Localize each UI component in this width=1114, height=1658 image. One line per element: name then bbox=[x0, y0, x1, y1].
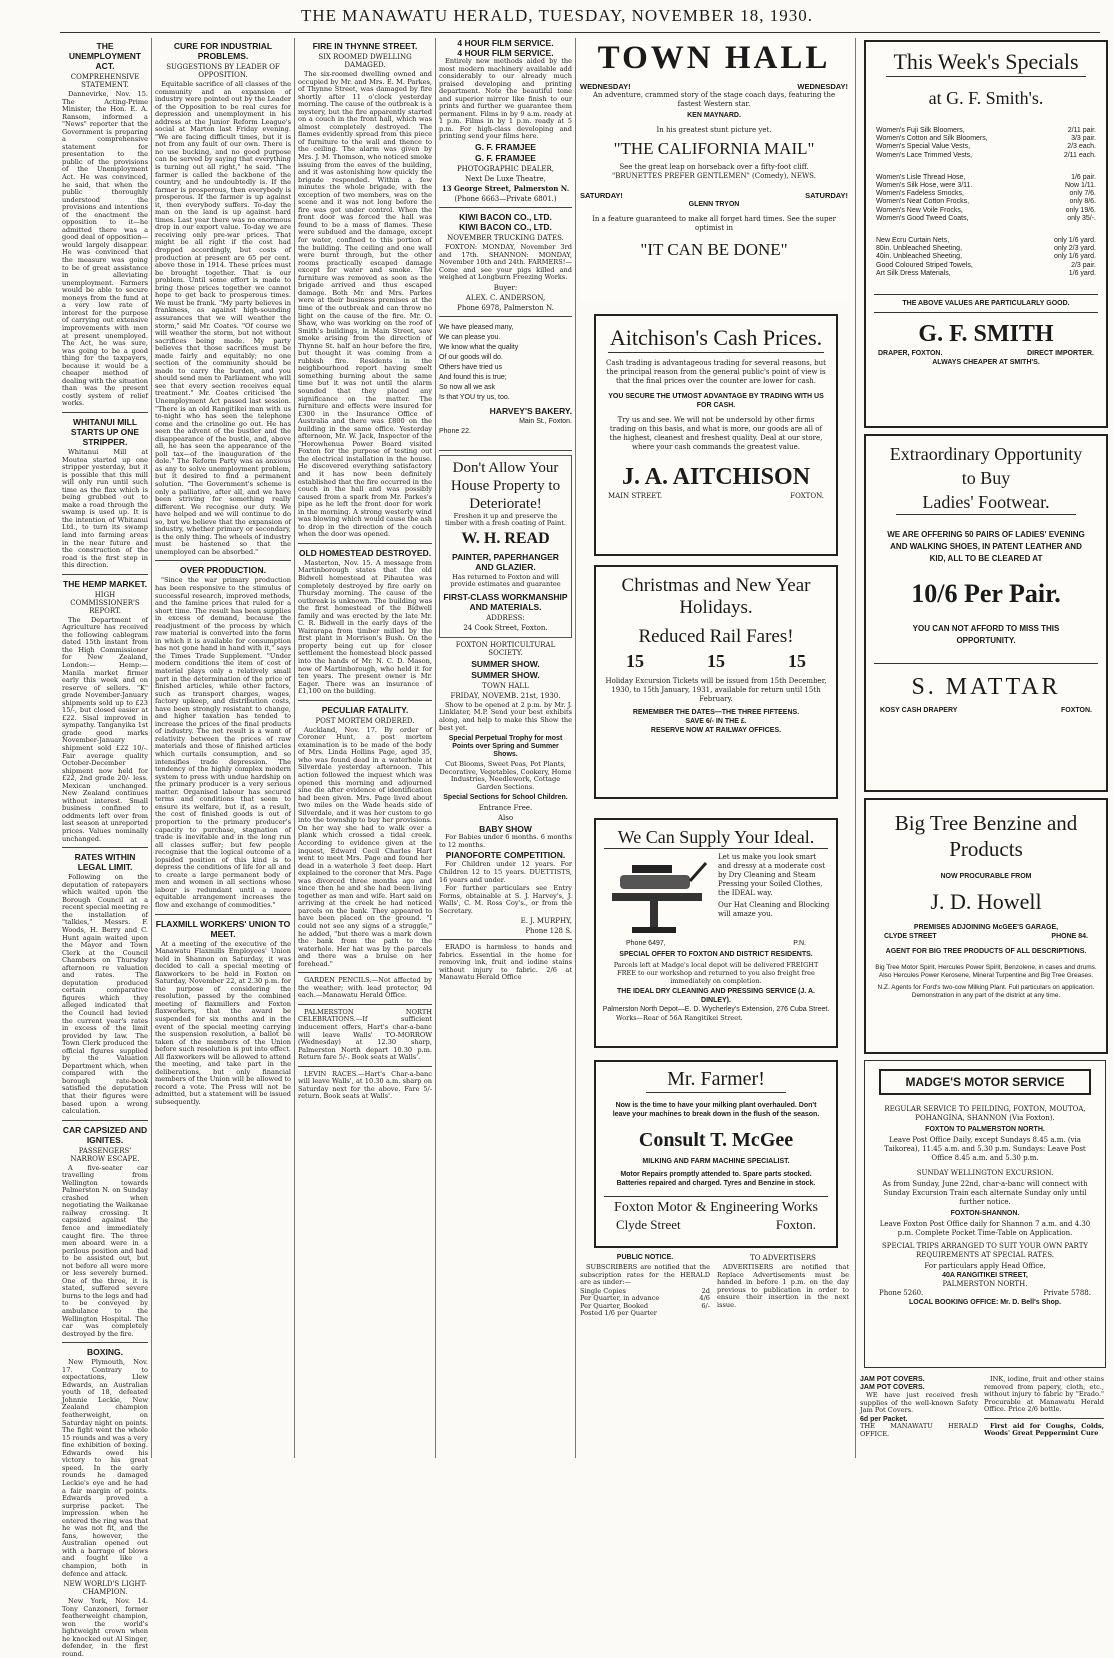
ad-text: Motor Repairs promptly attended to. Spare parts stocked. Batteries repaired and charged. Tyres and Benzine in stock. bbox=[616, 1171, 816, 1187]
madge-advertisement bbox=[864, 1060, 1106, 1368]
column-rule bbox=[294, 38, 295, 1458]
fare-number: 15 bbox=[707, 651, 725, 671]
ink-notice bbox=[984, 1376, 1104, 1462]
ad-title: This Week's Specials bbox=[886, 48, 1086, 77]
item-price: 4/6 bbox=[699, 1294, 710, 1303]
item-label: Per Quarter, in advance bbox=[580, 1294, 660, 1303]
advertiser-name: G. F. FRAMJEE bbox=[475, 153, 536, 164]
notice-text: WE have just received fresh supplies of the well-known Safety Jam Pot Covers. bbox=[860, 1391, 978, 1415]
item-label: Per Quarter, Booked bbox=[580, 1301, 649, 1310]
divider bbox=[298, 543, 432, 544]
ad-address: PREMISES ADJOINING McGEE'S GARAGE, bbox=[913, 924, 1059, 931]
column-4 bbox=[439, 38, 572, 1460]
column-2 bbox=[155, 38, 291, 1460]
verse-line: Is that YOU try us, too. bbox=[439, 393, 510, 401]
ad-phone: (Phone 6663—Private 6801.) bbox=[454, 195, 557, 204]
item-price: only 7/6. bbox=[1069, 190, 1096, 198]
ad-phone: Private 5788. bbox=[1043, 1289, 1091, 1297]
ad-text: Special Perpetual Trophy for most Points over Spring and Summer Shows. bbox=[448, 735, 563, 759]
advertiser-name: J. A. AITCHISON bbox=[621, 464, 811, 490]
ad-title: TOWN HALL bbox=[597, 40, 831, 76]
article-text: At a meeting of the executive of the Manawatu Flaxmills Employees' Union held in Shannon on Saturday, it was decided to call a special meeting of flaxworkers to be held in Foxton on Saturday, November 22, at 2.30 p.m. for the purpose of considering the resolution, passed by the combined meeting of flaxmillers and Foxton flaxworkers, that the award be suspended for six months and in the event of the special meeting carrying the suspension resolution, a ballot be taken of the members of the Union before such resolution is put into effect. All flaxworkers will be allowed to attend the meeting, and take part in the deliberations, but only financial members of the Union will be allowed to record a vote. The Press will not be admitted, but a statement will be issued subsequently. bbox=[155, 939, 291, 1106]
ad-text: Cut Blooms, Sweet Peas, Pot Plants, Decorative, Vegetables, Cookery, Home Industries, Needlework, Cottage Garden Sections. bbox=[439, 760, 572, 791]
price-row bbox=[876, 262, 1096, 270]
price-row bbox=[876, 135, 1096, 143]
ad-text: AGENT FOR BIG TREE PRODUCTS OF ALL DESCRIPTIONS. bbox=[885, 948, 1087, 955]
article-text: New York, Nov. 14. Tony Canzoneri, former featherweight champion, won the world's lightweight crown when he knocked out Al Singer, defender, in the first round. bbox=[62, 1597, 148, 1658]
item-label: Posted 1/6 per Quarter bbox=[580, 1309, 657, 1318]
ad-title: to Buy bbox=[961, 468, 1011, 488]
ad-title: at G. F. Smith's. bbox=[928, 88, 1044, 108]
price-row bbox=[876, 182, 1096, 190]
headline: TO ADVERTISERS bbox=[750, 1254, 816, 1262]
ad-text: Also bbox=[497, 814, 514, 823]
subheading: NEW WORLD'S LIGHT-CHAMPION. bbox=[63, 1580, 147, 1597]
headline: PECULIAR FATALITY. bbox=[321, 704, 409, 715]
item-label: Good Coloured Striped Towels, bbox=[876, 261, 973, 269]
headline: FOXTON HORTICULTURAL SOCIETY. bbox=[455, 640, 556, 657]
ad-title: Extraordinary Opportunity bbox=[889, 444, 1083, 464]
advertisers-notice bbox=[717, 1252, 849, 1457]
headline: SUMMER SHOW. bbox=[471, 658, 540, 669]
ad-text: In a feature guaranteed to make all forget hard times. See the super optimist in bbox=[592, 215, 836, 232]
item-label: New Ecru Curtain Nets, bbox=[876, 237, 950, 245]
ad-address: CLYDE STREET bbox=[884, 933, 937, 940]
classified-notice: LEVIN RACES.—Hart's Char-a-banc will leave Walls', at 10.30 a.m. sharp on Saturday next for the above. Fare 5/- return. Book seats at Walls'. bbox=[298, 1069, 432, 1101]
headline: JAM POT COVERS. bbox=[860, 1376, 925, 1383]
headline: BOXING. bbox=[87, 1347, 123, 1358]
ad-text: An adventure, crammed story of the stage coach days, featuring the fastest Western star. bbox=[592, 91, 836, 108]
column-rule bbox=[435, 38, 436, 1458]
ad-text: Show to be opened at 2 p.m. by Mr. J. Linklater, M.P. Send your best exhibits along, and help to make this Show the best yet. bbox=[439, 700, 572, 732]
ad-text: KOSY CASH DRAPERY bbox=[880, 707, 958, 714]
ad-text: Has returned to Foxton and will provide estimates and guarantee bbox=[450, 572, 561, 589]
ad-title: Aitchison's Cash Prices. bbox=[608, 324, 824, 353]
ad-text: See the great leap on horseback over a fifty-foot cliff. bbox=[619, 163, 809, 171]
ad-text: Big Tree Motor Spirit, Hercules Power Spirit, Benzolene, in cases and drums. Also Hercules Power Kerosene, Mineral Turpentine and Big Tree Greases. bbox=[875, 964, 1097, 979]
ad-text: SPECIAL OFFER TO FOXTON AND DISTRICT RESIDENTS. bbox=[619, 951, 813, 958]
divider bbox=[439, 207, 572, 208]
price-list bbox=[866, 237, 1106, 278]
ideal-advertisement bbox=[594, 818, 838, 1048]
ad-title: Big Tree Benzine and Products bbox=[894, 811, 1078, 861]
ad-text: For particulars apply Head Office, bbox=[924, 1262, 1046, 1270]
ad-title: Reduced Rail Fares! bbox=[638, 626, 794, 647]
ad-text: Entrance Free. bbox=[478, 804, 533, 813]
article-text: Equitable sacrifice of all classes of the community and an expansion of industry were pointed out by the Leader of the Opposition to be real cures for depression and unemployment in his address at the Junior Reform League's social at Marton last Friday evening. "We are facing difficult times, but it is not from any fault of our own. There is no use bucking, and no good purpose can be served by saying that everything is turning out all right," he said. "The farmer is called the backbone of the country, and he undoubtedly is. If the farmer is prosperous, then everybody is prosperous. If the farmer is up against it, then everybody suffers. To-day the man on the land is up against hard times. Last year there was no enormous drop in our export value. To-day we are receiving only pre-war prices. That might be all right if the cost had dropped accordingly, but costs of production at present are 65 per cent. above those in 1914. These prices must be brought together. That is our problem. Until some effort is made to bring those prices together we cannot hope to get back to prosperous times. We must be frank. "My party believes in frankness, as against high-sounding assurances that we will weather the storm," said Mr. Coates. "Of course we will weather the storm, but not without sacrifices being made. My party believes that those sacrifices must be made fairly and equitably; no one section of the community should be made to carry the burden, and you should send men to Parliament who will see that every section receives equal treatment." Mr. Coates criticised the Unemployment Act passed last session. "There is an old Rangitikei man with us to-night who has seen the telephone come and the crinoline go out. He has seen the advent of the bustler and the disappearance of the bustle, and, above all, he has seen the appearance of the poll tax—of the inauguration of the dole." The Reform Party was as anxious as any to solve unemployment problem, but it desired to find a permanent solution. "The Government's scheme is only a palliative, after all, and we have been striving for something really different. We recognise our duty. We have helped and we will continue to do so, but we believe that the expansion of industry, whether primary or secondary, is the only thing. The wheels of industry must be hastened so that the unemployed can be absorbed." bbox=[155, 80, 291, 556]
ad-text: As from Sunday, June 22nd, char-a-banc will connect with Sunday Excursion Train each alternate Sunday only until further notice. bbox=[882, 1180, 1088, 1206]
masthead-rule bbox=[60, 32, 1100, 33]
ad-text: MILKING AND FARM MACHINE SPECIALIST. bbox=[642, 1158, 790, 1165]
advertiser-name: Foxton Motor & Engineering Works bbox=[604, 1196, 828, 1217]
headline: 4 HOUR FILM SERVICE. bbox=[457, 48, 554, 58]
ad-title: "IT CAN BE DONE" bbox=[640, 240, 788, 259]
price-list bbox=[866, 174, 1106, 223]
ad-address: MAIN STREET. bbox=[608, 492, 663, 500]
ad-text: ALWAYS CHEAPER AT SMITH'S. bbox=[932, 359, 1040, 367]
ad-text: SAVE 6/- IN THE £. bbox=[685, 718, 747, 725]
verse-line: Others have tried us bbox=[439, 363, 503, 371]
headline: KIWI BACON CO., LTD. bbox=[459, 212, 552, 223]
article-text: "Since the war primary production has been responsive to the stimulus of successful research, improved methods, and the famine prices that ruled for a short time. The result has been supplies in excess of demand, because the readjustment of the process by which raw material is converted into the form in which it is available for consumption has not gone hand in hand with it," says the Times Trade Supplement. "Under modern conditions the item of cost of material plays only a relatively small part in the determination of the price of finished articles, while other factors, such as transport charges, wages, factory upkeep, and distribution costs, have been strongly resistant to change, and higher taxation has tended to increase the prices of the final products of industry. The net result is a want of relativity between the prices of raw materials and those of finished articles which curtails consumption, and so intensifies trade depression. The tendency of the highly complex modern system to press with undue hardship on the primary producer is a very serious matter. Organised labour has secured terms and conditions that seem to ensure its welfare, but if, as a result, the cost of finished goods is out of proportion to the primary producer's capacity to purchase, stagnation of trade is inevitable and in the long run all classes suffer; but few people recognise that the logical outcome of a lopsided position of this kind is to depress the conditions of life for all and to create a large permanent body of men and women in all sections whose labour is redundant until a more equitable arrangement increases the flow and exchange of commodities." bbox=[155, 576, 291, 909]
price-row bbox=[876, 215, 1096, 223]
advertiser-name: G. F. SMITH bbox=[918, 321, 1054, 348]
advertiser-name: ALEX. C. ANDERSON, bbox=[465, 293, 546, 302]
item-price: 2d bbox=[701, 1286, 710, 1295]
public-notice bbox=[580, 1252, 710, 1457]
ad-text: Try us and see. We will not be undersold by other firms trading on this basis, and what is more, our goods are all of the highest, cleanest and freshest quality. Deal at our store, where your cash commands the greatest value. bbox=[609, 416, 823, 451]
notice-text: SUBSCRIBERS are notified that the subscription rates for the HERALD are as under:— bbox=[580, 1263, 710, 1287]
divider bbox=[62, 1120, 148, 1121]
ad-text: RESERVE NOW AT RAILWAY OFFICES. bbox=[650, 727, 782, 734]
item-label: Art Silk Dress Materials, bbox=[876, 269, 951, 277]
divider bbox=[298, 1066, 432, 1067]
headline: THE HEMP MARKET. bbox=[63, 578, 147, 589]
headline: WHITANUI MILL STARTS UP ONE STRIPPER. bbox=[70, 416, 140, 447]
verse-line: And found this is true; bbox=[439, 373, 507, 381]
advertiser-name: Consult T. McGee bbox=[638, 1129, 794, 1151]
advertiser-name: S. MATTAR bbox=[874, 663, 1098, 702]
ad-text: Special Sections for School Children. bbox=[443, 794, 568, 802]
verse-line: We know what the quality bbox=[439, 343, 519, 351]
divider bbox=[439, 450, 572, 451]
ad-text: Next De Luxe Theatre, bbox=[465, 175, 546, 184]
ad-text: SPECIAL TRIPS ARRANGED TO SUIT YOUR OWN PARTY REQUIREMENTS AT SPECIAL RATES. bbox=[881, 1242, 1088, 1259]
item-label: Single Copies bbox=[580, 1286, 626, 1295]
ad-text: "BRUNETTES PREFER GENTLEMEN" (Comedy), NEWS. bbox=[612, 172, 816, 180]
ad-text: DRAPER, FOXTON. bbox=[878, 350, 943, 358]
jam-pot-notice bbox=[860, 1376, 978, 1462]
ad-text: Freshen it up and preserve the timber with a fresh coating of Paint. bbox=[445, 511, 566, 528]
article-text: Masterton, Nov. 15. A message from Martinborough states that the old Bidwell homestead at Pihautea was completely destroyed by fire early on Thursday morning. The cause of the outbreak is unknown. The building was the first homestead of the Bidwell family and was erected by the late Mr. C. R. Bidwell in the early days of the Wairarapa from timber milled by the first plant in Morrison's Bush. On the property being cut up for closer settlement the homestead block passed into the hands of Mr. N. C. D. Mason, now of Martinborough, who held it for ten years. The present owner is Mr. Eager. There was an insurance of £1,100 on the building. bbox=[298, 558, 432, 696]
ad-phone: Phone 5260. bbox=[879, 1289, 924, 1297]
rate-row bbox=[580, 1310, 710, 1318]
item-price: 2/11 each. bbox=[1063, 151, 1096, 159]
howell-advertisement bbox=[864, 798, 1108, 1054]
subscription-rates bbox=[580, 1288, 710, 1318]
item-label: 80in. Unbleached Sheeting, bbox=[876, 245, 963, 253]
fare-number: 15 bbox=[626, 651, 644, 671]
advertiser-name: THE IDEAL DRY CLEANING AND PRESSING SERVICE (J. A. DINLEY). bbox=[617, 988, 815, 1004]
read-advertisement bbox=[439, 455, 572, 638]
ad-address: Palmerston North Depot—E. D. Wycherley's Extension, 276 Cuba Street. bbox=[602, 1006, 830, 1013]
item-label: Women's Silk Hose, were 3/11. bbox=[876, 182, 973, 190]
ad-phone: Phone 6497, bbox=[626, 940, 666, 947]
ad-text: GLENN TRYON bbox=[688, 201, 740, 208]
article-text: A five-seater car travelling from Wellington towards Palmerston N. on Sunday crashed when negotiating the Waikanae railway crossing. It capsized against the fence and immediately caught fire. The three men aboard were in a perilous position and had to be assisted out, but not before all were more or less severely burned. One of the three, it is stated, suffered severe burns to the legs and had to be conveyed by ambulance to the Wellington Hospital. The car was completely destroyed by the fire. bbox=[62, 1163, 148, 1338]
ad-address: PALMERSTON NORTH. bbox=[942, 1280, 1028, 1288]
ad-title: We Can Supply Your Ideal. bbox=[604, 826, 828, 849]
ad-text: PIANOFORTE COMPETITION. bbox=[445, 850, 566, 861]
item-price: Now 1/11. bbox=[1065, 182, 1096, 190]
subheading: SUGGESTIONS BY LEADER OF OPPOSITION. bbox=[166, 63, 280, 79]
ad-text: PAINTER, PAPERHANGER AND GLAZIER. bbox=[452, 551, 559, 572]
item-label: 40in. Unbleached Sheeting, bbox=[876, 253, 963, 261]
item-label: Women's Fadeless Smocks, bbox=[876, 190, 964, 198]
ad-text: For Babies under 6 months. 6 months to 12 months. bbox=[439, 833, 572, 849]
ad-address: Foxton. bbox=[775, 1217, 816, 1232]
ad-text: THE ABOVE VALUES ARE PARTICULARLY GOOD. bbox=[874, 294, 1098, 313]
pressing-machine-illustration bbox=[602, 853, 712, 937]
price-list bbox=[866, 127, 1106, 160]
ad-text: REGULAR SERVICE TO FEILDING, FOXTON, MOUTOA, POHANGINA, SHANNON (Via Foxton). bbox=[884, 1105, 1086, 1122]
headline: RATES WITHIN LEGAL LIMIT. bbox=[74, 852, 136, 873]
item-price: 3/3 pair. bbox=[1071, 135, 1096, 143]
article-text: Whitanui Mill at Moutoa started up one stripper yesterday, but it is possible that this mill will only run until such time as the flax which is being grubbed out to make a road through the swamp is used up. It is the intention of Whitanui Ltd., to turn its swamp land into farming areas in the near future and the construction of the road is the first step in this direction. bbox=[62, 447, 148, 570]
ad-text: SATURDAY! bbox=[580, 191, 623, 200]
advertiser-name: J. D. Howell bbox=[930, 889, 1042, 914]
price-row bbox=[876, 198, 1096, 206]
ad-text: YOU CAN NOT AFFORD TO MISS THIS OPPORTUNITY. bbox=[912, 624, 1060, 645]
subheading: POST MORTEM ORDERED. bbox=[315, 716, 415, 725]
item-price: only 8/6. bbox=[1069, 198, 1096, 206]
divider bbox=[62, 1342, 148, 1343]
ad-text: For Children under 12 years. For Children 12 to 15 years. DUETTISTS, 16 years and under. bbox=[439, 860, 572, 884]
ad-address: FOXTON. bbox=[790, 492, 824, 500]
notice-text: INK, iodine, fruit and other stains removed from papery, cloth, etc., without injury to fabric by "Erado." Procurable at Manawatu Herald Office. Price 2/6 bottle. bbox=[984, 1375, 1104, 1414]
column-rule bbox=[151, 38, 152, 1458]
notice-text: First aid for Coughs, Colds, Woods' Great Peppermint Cure bbox=[984, 1421, 1104, 1438]
aitchison-advertisement bbox=[594, 314, 838, 556]
subheading: COMPREHENSIVE STATEMENT. bbox=[70, 73, 140, 89]
ad-text: In his greatest stunt picture yet. bbox=[656, 126, 772, 134]
ad-phone: Phone 128 S. bbox=[525, 927, 572, 936]
article-text: New Plymouth, Nov. 17. Contrary to expectations, Llew Edwards, an Australian youth of 18, defeated Johnnie Leckie, New Zealand champion featherweight, on Saturday night on points. The fight went the whole 15 rounds and was a very fine exhibition of boxing. Edwards owed his victory to his great speed. In the early rounds he damaged Leckie's eye and he had a fair margin of points. Edwards proved a surprise packet. The impression when he entered the ring was that he was not fit, and the fans, however, the Australian opened out with a barrage of blows and fought like a champion, both in defence and attack. bbox=[62, 1358, 148, 1578]
ad-text: WEDNESDAY! bbox=[580, 82, 631, 91]
ad-text: WE ARE OFFERING 50 PAIRS OF LADIES' EVENING AND WALKING SHOES, IN PATENT LEATHER AND KID, ALL TO BE CLEARED AT bbox=[887, 530, 1085, 563]
ad-text: Our Hat Cleaning and Blocking will amaze you. bbox=[718, 901, 830, 918]
ad-text: Holiday Excursion Tickets will be issued from 15th December, 1930, to 15th January, 1931, available for return until 15th February. bbox=[605, 677, 827, 703]
item-label: Women's Good Tweed Coats, bbox=[876, 214, 969, 222]
divider bbox=[155, 914, 291, 915]
price-row bbox=[876, 207, 1096, 215]
smith-advertisement bbox=[864, 40, 1108, 428]
ad-phone: PHONE 84. bbox=[1051, 933, 1088, 940]
item-label: Women's Cotton and Silk Bloomers, bbox=[876, 135, 988, 143]
item-label: Women's Special Value Vests, bbox=[876, 143, 971, 151]
ad-text: ADDRESS: bbox=[486, 613, 525, 622]
ad-text: Parcels left at Madge's local depot will be delivered FREIGHT FREE to our workshop and returned to you also freight free immediately on completion. bbox=[613, 961, 819, 985]
ad-text: KEN MAYNARD. bbox=[687, 112, 741, 119]
ad-phone: Phone 22. bbox=[439, 427, 471, 435]
divider bbox=[62, 574, 148, 575]
verse-line: So now all we ask bbox=[439, 383, 496, 391]
ad-text: Cash trading is advantageous trading for several reasons, but the principal reason from the general public's point of view is that the final prices over the counter are lower for cash. bbox=[606, 359, 826, 385]
ad-text: Entirely new methods aided by the most modern machinery available add considerably to our already much praised developing and printing department. Note the beautiful tone and superior mirror like finish to our prints and further we guarantee them permanent. Films in by 9 a.m. ready at 1 p.m. Films in by 1 p.m. ready at 5 p.m. For high-class developing and printing send your films here. bbox=[439, 57, 572, 141]
mcgee-advertisement bbox=[594, 1060, 838, 1248]
article-text: Dannevirke, Nov. 15. The Acting-Prime Minister, the Hon. E. A. Ransom, informed a "News" reporter that the Government is preparing a comprehensive statement for presentation to the public of the provisions of the Unemployment Act. He was convinced, he said, that when the public thoroughly understood the provisions and intentions of the enactment the opposition to it—he admitted there was a good deal of opposition—would largely disappear. He was convinced that the measure was going to be of great assistance in alleviating unemployment. Farmers would be able to secure moneys from the fund at a very low rate of interest for the purpose of carrying out extensive improvements with men at present unemployed. The Act, he was sure, was going to be a good thing for the taxpayers, because it would be a cheaper method of dealing with the situation than was the present costly system of relief works. bbox=[62, 90, 148, 408]
advertiser-name: HARVEY'S BAKERY. bbox=[489, 405, 572, 416]
headline: JAM POT COVERS. bbox=[860, 1384, 925, 1391]
ad-address: Clyde Street bbox=[616, 1217, 681, 1232]
ad-title: Mr. Farmer! bbox=[646, 1066, 786, 1093]
ad-address: Works—Rear of 56A Rangitikei Street. bbox=[616, 1014, 743, 1022]
item-price: 1/6 pair. bbox=[1071, 173, 1096, 181]
headline: THE UNEMPLOYMENT ACT. bbox=[68, 41, 142, 71]
divider bbox=[439, 939, 572, 940]
price-row bbox=[876, 127, 1096, 135]
item-price: only 1/6 yard. bbox=[1053, 237, 1096, 245]
ad-address: FOXTON. bbox=[1061, 707, 1092, 714]
ad-price: 10/6 Per Pair. bbox=[911, 579, 1061, 608]
item-label: Women's Lace Trimmed Vests, bbox=[876, 151, 973, 159]
ad-text: NOW PROCURABLE FROM bbox=[940, 873, 1032, 880]
ad-text: YOU SECURE THE UTMOST ADVANTAGE BY TRADING WITH US FOR CASH. bbox=[608, 393, 824, 409]
ad-text: Now is the time to have your milking plant overhauled. Don't leave your machines to break down in the flush of the season. bbox=[612, 1102, 820, 1118]
item-label: Women's Neat Cotton Frocks, bbox=[876, 198, 970, 206]
advertiser-name: W. H. READ bbox=[461, 529, 550, 547]
article-text: Auckland, Nov. 17. By order of Coroner Hunt, a post mortem examination is to be made of the body of Mrs. Linda Hollins Page, aged 35, who was found dead in a waterhole at Silverdale yesterday afternoon. This action followed the inquest which was opened this morning and adjourned sine die after evidence of identification had been given. Mrs. Page lived about two miles on the Wade heads side of Silverdale, and it was her custom to go into the township to buy her provisions. On her way she had to walk over a plank which crossed a tidal creek. According to evidence given at the inquest, Edward Cecil Charles Hart went to meet Mrs. Page and found her dead in a waterhole 3 feet deep. Hart explained to the coroner that Mrs. Page was divorced three months ago and since then he and she had been living together as man and wife. Hart said on arriving at the creek he had noticed parcels on the bank. They appeared to have been placed on the ground. "I could not see any signs of a struggle," he added, "but there was a mark down the bank from the path to the waterhole. Her hat was by the parcels and there was a bruise on her forehead." bbox=[298, 725, 432, 968]
ad-text: PHOTOGRAPHIC DEALER, bbox=[456, 165, 555, 174]
column-3 bbox=[298, 38, 432, 1460]
ad-text: LOCAL BOOKING OFFICE: Mr. D. Bell's Shop. bbox=[908, 1299, 1062, 1306]
ad-text: For further particulars see Entry Forms, obtainable at S. J. Harvey's, J. Walls', C. M. Ross Coy's., or from the Secretary. bbox=[439, 884, 572, 915]
price-row bbox=[876, 143, 1096, 151]
ad-text: DIRECT IMPORTER. bbox=[1027, 350, 1094, 358]
headline: OVER PRODUCTION. bbox=[180, 565, 266, 576]
item-label: Women's Fuji Silk Bloomers, bbox=[876, 127, 965, 134]
headline: KIWI BACON CO., LTD. bbox=[459, 222, 552, 233]
newspaper-title: THE MANAWATU HERALD, TUESDAY, NOVEMBER 18, 1930. bbox=[301, 6, 813, 25]
item-price: 1/6 yard. bbox=[1068, 269, 1096, 277]
railway-advertisement bbox=[594, 565, 838, 799]
item-price: 2/3 pair. bbox=[1071, 261, 1096, 269]
verse-line: We have pleased many, bbox=[439, 323, 514, 331]
price-row bbox=[876, 174, 1096, 182]
ad-text: SUNDAY WELLINGTON EXCURSION. bbox=[916, 1169, 1054, 1177]
price-row bbox=[876, 245, 1096, 253]
ad-text: SATURDAY! bbox=[805, 191, 848, 200]
divider bbox=[984, 1418, 1104, 1419]
verse-line: Of our goods will do. bbox=[439, 353, 503, 361]
headline: FLAXMILL WORKERS' UNION TO MEET. bbox=[155, 918, 291, 939]
ad-text: TOWN HALL bbox=[482, 681, 529, 690]
divider bbox=[298, 1004, 432, 1005]
headline: CURE FOR INDUSTRIAL PROBLEMS. bbox=[173, 41, 273, 61]
classified-notice: PALMERSTON NORTH CELEBRATIONS.—If sufficient inducement offers, Hart's char-a-banc will leave Walls' TO-MORROW (Wednesday) at 12.30 sharp, Palmerston North depart 10.30 p.m. Return fare 5/-. Book seats at Walls'. bbox=[298, 1007, 432, 1062]
article-text: Following on the deputation of ratepayers which waited upon the Borough Council at a recent special meeting re the installation of "talkies," Messrs. F. Woods, H. Berry and C. Hunt again waited upon the Mayor and Town Clerk at the Council Chambers on Thursday afternoon re valuation and rates. The deputation produced certain comparative figures which they alleged indicated that the Council had levied the current year's rates in excess of the limit provided by law. The Town Clerk produced the official figures supplied by the Valuation Department which, when compared with the borough rate-book satisfied the deputation that their figures were based upon a wrong calculation. bbox=[62, 873, 148, 1116]
ad-title: Christmas and New Year Holidays. bbox=[621, 575, 811, 618]
item-label: Women's Lisle Thread Hose, bbox=[876, 173, 966, 181]
ad-title: MADGE'S MOTOR SERVICE bbox=[879, 1069, 1091, 1095]
divider bbox=[298, 972, 432, 973]
ad-address: 24 Cook Street, Foxton. bbox=[463, 623, 548, 632]
ad-text: WEDNESDAY! bbox=[797, 82, 848, 91]
subheading: PASSENGERS' NARROW ESCAPE. bbox=[70, 1146, 140, 1163]
price-row bbox=[876, 253, 1096, 261]
item-price: only 35/-. bbox=[1067, 214, 1096, 222]
ad-address: Main St., Foxton. bbox=[519, 417, 572, 425]
advertiser-name: G. F. FRAMJEE bbox=[475, 142, 536, 153]
article-text: The six-roomed dwelling owned and occupied by Mr. and Mrs. E. M. Parkes, of Thynne Street, was damaged by fire shortly after 11 o'clock yesterday morning. The cause of the outbreak is a mystery, but the fire apparently started on a couch in the front hall, which was almost completely destroyed. The flames evidently spread from this piece of furniture to the wall and thence to the ceiling. The alarm was given by Mrs. J. M. Thomson, who noticed smoke issuing from the eaves of the building, and it was astonishing how quickly the brigade responded. Within a few minutes the whole brigade, with the exception of two members, was on the scene and it was not long before the fire was got under control. When the front door was forced the hall was found to be a mass of flames. These were subdued and the damage, except for water, confined to this portion of the building. The ceiling and one wall were burnt through, but the other rooms practically escaped damage except for water and smoke. The furniture was removed as soon as the brigade arrived and thus escaped damage. Both Mr. and Mrs. Parkes were at their business premises at the time of the outbreak and can throw no light on the cause of the fire. Mr. O. Shaw, who was working on the roof of Smith's buildings, in Main Street, saw smoke arising from the direction of Thynne St. half an hour before the fire, but thought it was coming from a rubbish fire. Residents in the neighbourhood report having smelt something burning about the same time but it was not until the alarm sounded that they placed any significance on the matter. The furniture and effects were insured for £300 in the Insurance Office of Australia and there was £800 on the building in the same office. Yesterday afternoon, Mr. W. Jack, Inspector of the "Horowhenua Power Board visited Foxton for the purpose of testing out the electrical installation in the house. He discovered everything satisfactory and it has now been definitely established that the fire occurred in the couch in the hall and was possibly caused from a spark from Mr. Parkes's pipe as he left the front door for work in the morning. A strong westerly wind was blowing which would cause the ash to drop in the direction of the couch when the door was opened. bbox=[298, 70, 432, 539]
divider bbox=[439, 316, 572, 317]
item-price: 2/11 pair. bbox=[1067, 127, 1096, 134]
column-1 bbox=[62, 38, 148, 1658]
price-row bbox=[876, 270, 1096, 278]
ad-text: Leave Foxton Post Office daily for Shannon 7 a.m. and 4.30 p.m. Complete Pocket Time-Table on Application. bbox=[879, 1220, 1091, 1237]
headline: FIRE IN THYNNE STREET. bbox=[312, 41, 418, 51]
item-label: Women's New Voile Frocks, bbox=[876, 206, 963, 214]
subheading: HIGH COMMISSIONER'S REPORT. bbox=[70, 590, 140, 615]
ad-text: FOXTON TO PALMERSTON NORTH. bbox=[925, 1126, 1045, 1133]
classified-notice: ERADO is harmless to hands and fabrics. Essential in the home for removing ink, fruit and iodine stains without injury to fabric. 2/6 at Manawatu Herald Office bbox=[439, 943, 572, 982]
divider bbox=[155, 560, 291, 561]
masthead bbox=[0, 6, 1114, 34]
price-row bbox=[876, 190, 1096, 198]
divider bbox=[298, 700, 432, 701]
divider bbox=[62, 847, 148, 848]
ad-text: FIRST-CLASS WORKMANSHIP AND MATERIALS. bbox=[443, 591, 568, 612]
column-rule bbox=[855, 38, 856, 1458]
ad-text: N.Z. Agents for Ford's two-cow Milking Plant. Full particulars on application. Demonstration in any part of the district at any time. bbox=[877, 984, 1095, 999]
ad-title: Don't Allow Your House Property to Deteriorate! bbox=[450, 459, 561, 512]
price-row bbox=[876, 237, 1096, 245]
subheading: SIX ROOMED DWELLING DAMAGED. bbox=[318, 53, 412, 69]
mattar-advertisement bbox=[864, 434, 1108, 792]
headline: PUBLIC NOTICE. bbox=[616, 1254, 674, 1261]
column-rule bbox=[575, 38, 576, 1458]
ad-text: BABY SHOW bbox=[479, 824, 532, 835]
price-row bbox=[876, 152, 1096, 160]
ad-text: Leave Post Office Daily, except Sundays 8.45 a.m. (via Taikorea), 11.45 a.m. and 5.30 p.m. Sundays: Leave Post Office 8.45 a.m. and 5.30 p.m. bbox=[884, 1136, 1086, 1162]
town-hall-advertisement bbox=[580, 38, 848, 300]
ad-address: 13 George Street, Palmerston N. bbox=[441, 184, 570, 194]
ad-text: Let us make you look smart and dressy at a moderate cost by Dry Cleaning and Steam Pressing your Soiled Clothes, the IDEAL way. bbox=[718, 853, 826, 897]
headline: OLD HOMESTEAD DESTROYED. bbox=[298, 547, 432, 558]
verse-line: We can please you. bbox=[439, 333, 501, 341]
ad-price: 6d per Packet. bbox=[860, 1415, 908, 1423]
divider bbox=[62, 412, 148, 413]
ad-phone: Phone 6978, Palmerston N. bbox=[457, 303, 554, 312]
ad-text: REMEMBER THE DATES—THE THREE FIFTEENS. bbox=[632, 709, 800, 716]
headline: 4 HOUR FILM SERVICE. bbox=[457, 38, 554, 48]
item-price: 2/3 each. bbox=[1067, 143, 1096, 151]
article-text: The Department of Agriculture has received the following cablegram dated 15th instant from the High Commissioner for New Zealand, London:— Hemp:—Manila market firmer early this week and on reserve of sellers. "K" grade November-January shipments sold up to £23 15/-, but closed easier at £22. Sisal improved in sympathy. Tanganyika 1st grade good marks November-January shipment sold £22 10/-. Fair average quality October-December shipment now held for £22, 2nd grade 20/- less. Mexican unchanged. New Zealand continues without interest. Small business confined to oddments left over from last season at unreported prices. Values nominally unchanged. bbox=[62, 615, 148, 843]
ad-address: 40A RANGITIKEI STREET, bbox=[942, 1272, 1028, 1279]
ad-text: FOXTON-SHANNON. bbox=[950, 1210, 1020, 1217]
item-price: only 19/6. bbox=[1065, 206, 1096, 214]
headline: CAR CAPSIZED AND IGNITES. bbox=[62, 1124, 148, 1145]
ad-text: FOXTON: MONDAY, November 3rd and 17th. SHANNON: MONDAY, November 10th and 24th. FARMERS!—Come and see your pigs killed and weighed at Longburn Freezing Works. bbox=[439, 243, 572, 282]
ad-address: THE MANAWATU HERALD OFFICE. bbox=[860, 1422, 978, 1438]
fare-number: 15 bbox=[788, 651, 806, 671]
notice-text: ADVERTISERS are notified that Replace Advertisements must be handed in before 1 p.m. on the day previous to publication in order to ensure their insertion in the next issue. bbox=[717, 1263, 849, 1309]
ad-text: Buyer: bbox=[493, 283, 518, 292]
harvey-verse bbox=[439, 323, 572, 403]
ad-title: Ladies' Footwear. bbox=[896, 490, 1076, 515]
item-price: only 2/3 yard. bbox=[1053, 245, 1096, 253]
fare-numbers bbox=[596, 649, 836, 673]
subheading: NOVEMBER TRUCKING DATES. bbox=[447, 234, 564, 243]
classified-notice: GARDEN PENCILS.—Not affected by the weather; with lead protector, 9d each.—Manawatu Herald Office. bbox=[298, 976, 432, 1000]
ad-text: FRIDAY, NOVEMB. 21st, 1930. bbox=[450, 691, 561, 700]
ad-title: "THE CALIFORNIA MAIL" bbox=[613, 139, 815, 158]
advertiser-name: E. J. MURPHY, bbox=[520, 917, 572, 926]
ad-text: P.N. bbox=[793, 940, 806, 947]
headline: SUMMER SHOW. bbox=[471, 669, 540, 680]
item-price: only 1/6 yard. bbox=[1053, 253, 1096, 261]
item-price: 6/- bbox=[701, 1301, 710, 1310]
